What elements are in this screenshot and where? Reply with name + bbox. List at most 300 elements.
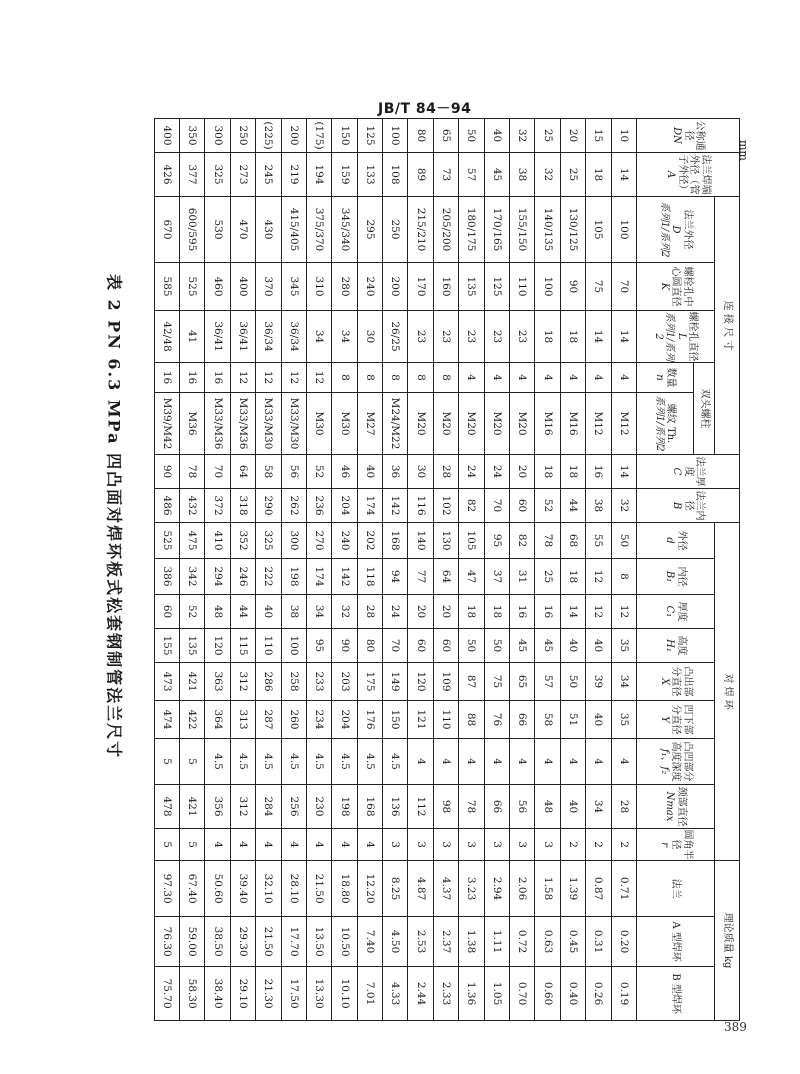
group-header-mass: 理论质量 kg [715, 861, 740, 1021]
col-header-l: 螺栓孔直径 L 系列1/系列2 [637, 311, 715, 363]
table-cell: 8 [332, 363, 357, 393]
table-cell: 58 [256, 455, 281, 489]
table-cell: 20 [433, 595, 458, 629]
table-cell: 51 [560, 701, 585, 739]
table-cell: 105 [459, 523, 484, 559]
table-header [637, 119, 740, 1021]
table-cell: 38 [281, 595, 306, 629]
table-cell: 45 [535, 629, 560, 663]
table-row [383, 119, 408, 1021]
table-cell: 4 [535, 739, 560, 785]
table-cell: 486 [154, 489, 179, 523]
table-cell: 48 [535, 785, 560, 829]
table-cell: 10.50 [332, 917, 357, 967]
table-cell: 312 [230, 663, 255, 701]
table-cell: 525 [179, 263, 204, 311]
table-cell: 200 [281, 119, 306, 153]
group-header-connection: 连 接 尺 寸 [715, 197, 740, 455]
table-cell: 470 [230, 197, 255, 263]
table-cell: M16 [535, 393, 560, 455]
table-cell: 155 [154, 629, 179, 663]
table-cell: 37 [484, 559, 509, 595]
table-cell: 3 [510, 829, 535, 861]
table-cell: 52 [535, 489, 560, 523]
table-cell: 5 [179, 829, 204, 861]
table-cell: M33/M30 [281, 393, 306, 455]
table-cell: 16 [586, 455, 611, 489]
table-cell: 21.50 [306, 861, 331, 917]
table-cell: (175) [306, 119, 331, 153]
table-cell: 345 [281, 263, 306, 311]
table-cell: 300 [205, 119, 230, 153]
table-cell: 478 [154, 785, 179, 829]
table-cell: 342 [179, 559, 204, 595]
table-cell: 125 [357, 119, 382, 153]
table-cell: 28.10 [281, 861, 306, 917]
table-row [560, 119, 585, 1021]
table-cell: 422 [179, 701, 204, 739]
page-number: 389 [724, 1020, 747, 1034]
table-cell: 67.40 [179, 861, 204, 917]
table-cell: 57 [459, 153, 484, 197]
table-cell: 364 [205, 701, 230, 739]
table-cell: 1.36 [459, 967, 484, 1021]
table-cell: 155/150 [510, 197, 535, 263]
table-cell: 140/135 [535, 197, 560, 263]
table-cell: 5 [179, 739, 204, 785]
table-cell: 18 [560, 311, 585, 363]
table-cell: 4 [586, 739, 611, 785]
table-cell: 2.06 [510, 861, 535, 917]
table-cell: 28 [357, 595, 382, 629]
table-cell: 4 [510, 739, 535, 785]
table-cell: 0.19 [611, 967, 636, 1021]
table-cell: 3 [535, 829, 560, 861]
table-cell: 204 [332, 701, 357, 739]
table-cell: 45 [510, 629, 535, 663]
table-cell: 17.70 [281, 917, 306, 967]
table-cell: (225) [256, 119, 281, 153]
table-cell: M12 [586, 393, 611, 455]
table-cell: 108 [383, 153, 408, 197]
table-cell: M30 [332, 393, 357, 455]
table-cell: 29.10 [230, 967, 255, 1021]
col-header-dn: 公称通径 DN [637, 119, 740, 153]
table-cell: 100 [281, 629, 306, 663]
table-cell: 4 [357, 829, 382, 861]
table-cell: 133 [357, 153, 382, 197]
table-row [611, 119, 636, 1021]
table-cell: 28 [433, 455, 458, 489]
col-header-h1: 高度 H₁ [637, 629, 715, 663]
table-cell: 3 [459, 829, 484, 861]
col-header-c1: 厚度 C₁ [637, 595, 715, 629]
table-cell: 325 [256, 523, 281, 559]
table-cell: 14 [611, 311, 636, 363]
table-cell: 77 [408, 559, 433, 595]
table-cell: 3 [383, 829, 408, 861]
table-row [205, 119, 230, 1021]
table-cell: 20 [560, 119, 585, 153]
table-cell: 76.30 [154, 917, 179, 967]
table-cell: 415/405 [281, 197, 306, 263]
table-cell: 12 [281, 363, 306, 393]
table-cell: 14 [586, 311, 611, 363]
table-cell: 8 [357, 363, 382, 393]
table-cell: 12 [586, 559, 611, 595]
table-cell: 94 [383, 559, 408, 595]
table-cell: 20 [408, 595, 433, 629]
table-cell: 95 [306, 629, 331, 663]
table-cell: 4 [306, 829, 331, 861]
table-cell: 36/41 [230, 311, 255, 363]
table-cell: 52 [179, 595, 204, 629]
table-cell: 203 [332, 663, 357, 701]
table-cell: 2.37 [433, 917, 458, 967]
table-cell: 110 [433, 701, 458, 739]
table-cell: 13.50 [306, 917, 331, 967]
table-title: 表 2 PN 6.3 MPa 四凸面对焊环板式松套钢制管法兰尺寸 [104, 273, 124, 760]
table-cell: 375/370 [306, 197, 331, 263]
table-cell: 4 [459, 363, 484, 393]
table-cell: 4.5 [230, 739, 255, 785]
table-cell: 14 [611, 153, 636, 197]
table-cell: 125 [484, 263, 509, 311]
table-cell: 12 [306, 363, 331, 393]
table-cell: 40 [560, 629, 585, 663]
table-cell: 294 [205, 559, 230, 595]
table-cell: 88 [459, 701, 484, 739]
table-cell: 35 [611, 701, 636, 739]
table-cell: 168 [357, 785, 382, 829]
table-cell: 136 [383, 785, 408, 829]
table-cell: 4 [230, 829, 255, 861]
col-header-c: 法兰厚度 C [637, 455, 740, 489]
table-cell: 40 [586, 701, 611, 739]
table-cell: 39.40 [230, 861, 255, 917]
table-cell: 2 [560, 829, 585, 861]
table-cell: 4.87 [408, 861, 433, 917]
table-cell: 130/125 [560, 197, 585, 263]
group-header-weld-ring: 对 焊 环 [715, 523, 740, 861]
table-cell: 82 [510, 523, 535, 559]
table-cell: 121 [408, 701, 433, 739]
table-cell: 36/41 [205, 311, 230, 363]
table-cell: 426 [154, 153, 179, 197]
table-cell: 28 [611, 785, 636, 829]
table-cell: 102 [433, 489, 458, 523]
table-cell: 525 [154, 523, 179, 559]
table-cell: 21.30 [256, 967, 281, 1021]
table-cell: 1.58 [535, 861, 560, 917]
table-cell: 4.5 [256, 739, 281, 785]
table-cell: 222 [256, 559, 281, 595]
table-cell: 0.40 [560, 967, 585, 1021]
table-cell: 176 [357, 701, 382, 739]
table-cell: 2.44 [408, 967, 433, 1021]
table-cell: 70 [205, 455, 230, 489]
table-cell: 233 [306, 663, 331, 701]
table-cell: 34 [586, 785, 611, 829]
table-cell: 34 [306, 595, 331, 629]
table-cell: 50 [611, 523, 636, 559]
table-cell: 200 [383, 263, 408, 311]
col-header-b: 法兰内径 B [637, 489, 740, 523]
table-cell: 40 [560, 785, 585, 829]
table-cell: 110 [256, 629, 281, 663]
table-cell: 95 [484, 523, 509, 559]
table-cell: 18 [560, 455, 585, 489]
table-cell: 8 [433, 363, 458, 393]
table-cell: 25 [535, 119, 560, 153]
table-cell: 40 [484, 119, 509, 153]
table-cell: 13.30 [306, 967, 331, 1021]
table-cell: 100 [383, 119, 408, 153]
table-cell: 4.5 [383, 739, 408, 785]
table-row [179, 119, 204, 1021]
table-cell: 295 [357, 197, 382, 263]
table-cell: 36 [383, 455, 408, 489]
table-cell: 0.20 [611, 917, 636, 967]
table-cell: 98 [433, 785, 458, 829]
table-cell: 87 [459, 663, 484, 701]
col-header-y: 凹下部分直径 Y [637, 701, 715, 739]
table-cell: 1.38 [459, 917, 484, 967]
table-cell: M33/M30 [256, 393, 281, 455]
table-cell: 421 [179, 663, 204, 701]
table-cell: 60 [408, 629, 433, 663]
table-cell: 4.33 [383, 967, 408, 1021]
table-cell: 585 [154, 263, 179, 311]
table-cell: 66 [484, 785, 509, 829]
table-cell: 90 [560, 263, 585, 311]
table-row [154, 119, 179, 1021]
table-cell: 80 [357, 629, 382, 663]
table-cell: 1.11 [484, 917, 509, 967]
table-cell: 4 [586, 363, 611, 393]
table-cell: M24/M22 [383, 393, 408, 455]
table-cell: 23 [484, 311, 509, 363]
table-cell: 4 [459, 739, 484, 785]
table-cell: 75.70 [154, 967, 179, 1021]
table-cell: 38.50 [205, 917, 230, 967]
table-row [408, 119, 433, 1021]
table-cell: 18 [560, 559, 585, 595]
table-cell: 4.5 [205, 739, 230, 785]
table-cell: 4 [560, 363, 585, 393]
table-cell: 89 [408, 153, 433, 197]
table-cell: 16 [205, 363, 230, 393]
table-cell: 116 [408, 489, 433, 523]
table-cell: 312 [230, 785, 255, 829]
table-cell: 3 [484, 829, 509, 861]
table-cell: 16 [154, 363, 179, 393]
table-cell: 473 [154, 663, 179, 701]
table-cell: 400 [154, 119, 179, 153]
table-cell: 16 [510, 595, 535, 629]
table-cell: 421 [179, 785, 204, 829]
col-header-n: 数量 n [637, 363, 694, 393]
table-cell: 25 [560, 153, 585, 197]
table-cell: 23 [510, 311, 535, 363]
table-cell: M20 [459, 393, 484, 455]
table-cell: 236 [306, 489, 331, 523]
table-cell: 318 [230, 489, 255, 523]
col-header-nmax: 颈部直径 Nmax [637, 785, 715, 829]
table-cell: 8 [408, 363, 433, 393]
table-cell: 80 [408, 119, 433, 153]
table-cell: 3 [433, 829, 458, 861]
table-cell: 56 [281, 455, 306, 489]
standard-code: JB/T 84－94 [378, 101, 472, 117]
table-cell: 4 [611, 363, 636, 393]
table-cell: 345/340 [332, 197, 357, 263]
table-cell: 198 [332, 785, 357, 829]
table-cell: 24 [459, 455, 484, 489]
table-body [154, 119, 636, 1021]
table-cell: 4.37 [433, 861, 458, 917]
table-cell: 39 [586, 663, 611, 701]
table-cell: 234 [306, 701, 331, 739]
col-header-f: 凸凹部分高度深度 f₁、f₂ [637, 739, 715, 785]
table-cell: 90 [332, 629, 357, 663]
col-header-wd: 外径 d [637, 523, 715, 559]
table-cell: 18 [535, 455, 560, 489]
table-cell: 3 [408, 829, 433, 861]
table-cell: 4.5 [281, 739, 306, 785]
table-cell: 7.40 [357, 917, 382, 967]
table-cell: M33/M36 [230, 393, 255, 455]
table-cell: M16 [560, 393, 585, 455]
table-cell: 300 [281, 523, 306, 559]
table-cell: 174 [357, 489, 382, 523]
table-cell: 29.30 [230, 917, 255, 967]
table-row [484, 119, 509, 1021]
table-cell: 4 [611, 739, 636, 785]
table-cell: 40 [256, 595, 281, 629]
table-cell: 1.05 [484, 967, 509, 1021]
table-cell: 530 [205, 197, 230, 263]
table-row [510, 119, 535, 1021]
table-cell: 38.40 [205, 967, 230, 1021]
table-cell: 100 [535, 263, 560, 311]
table-cell: 135 [459, 263, 484, 311]
table-cell: 12 [611, 595, 636, 629]
table-cell: 59.00 [179, 917, 204, 967]
table-row [535, 119, 560, 1021]
table-cell: 270 [306, 523, 331, 559]
table-cell: 142 [332, 559, 357, 595]
col-header-mass-flange: 法兰 [637, 861, 715, 917]
table-cell: 90 [154, 455, 179, 489]
table-cell: 2 [586, 829, 611, 861]
table-cell: 12 [256, 363, 281, 393]
table-cell: 377 [179, 153, 204, 197]
table-cell: 50 [484, 629, 509, 663]
table-cell: 356 [205, 785, 230, 829]
table-cell: 310 [306, 263, 331, 311]
table-cell: 35 [611, 629, 636, 663]
table-cell: M20 [510, 393, 535, 455]
table-cell: 20 [510, 455, 535, 489]
table-cell: 14 [611, 455, 636, 489]
table-row [306, 119, 331, 1021]
table-cell: 58 [535, 701, 560, 739]
table-row [256, 119, 281, 1021]
table-cell: 198 [281, 559, 306, 595]
table-cell: 430 [256, 197, 281, 263]
table-cell: 66 [510, 701, 535, 739]
table-cell: 313 [230, 701, 255, 739]
table-cell: 18 [586, 153, 611, 197]
table-row [281, 119, 306, 1021]
table-cell: 194 [306, 153, 331, 197]
table-cell: 55 [586, 523, 611, 559]
table-cell: 240 [357, 263, 382, 311]
table-cell: 64 [230, 455, 255, 489]
table-cell: 112 [408, 785, 433, 829]
table-cell: 48 [205, 595, 230, 629]
table-cell: 65 [433, 119, 458, 153]
table-cell: 230 [306, 785, 331, 829]
table-cell: 50 [459, 119, 484, 153]
table-cell: 60 [510, 489, 535, 523]
table-cell: 140 [408, 523, 433, 559]
table-cell: 363 [205, 663, 230, 701]
table-cell: 350 [179, 119, 204, 153]
table-cell: 386 [154, 559, 179, 595]
table-cell: 23 [408, 311, 433, 363]
table-cell: 120 [205, 629, 230, 663]
table-cell: 287 [256, 701, 281, 739]
table-cell: 130 [433, 523, 458, 559]
table-cell: 4.50 [383, 917, 408, 967]
table-cell: 50 [459, 629, 484, 663]
table-cell: 8.25 [383, 861, 408, 917]
table-cell: 4 [408, 739, 433, 785]
table-cell: 24 [383, 595, 408, 629]
table-cell: 76 [484, 701, 509, 739]
col-header-r: 圆角半径 r [637, 829, 715, 861]
table-cell: 75 [484, 663, 509, 701]
col-header-x: 凸出部分直径 X [637, 663, 715, 701]
table-cell: 245 [256, 153, 281, 197]
table-cell: 10.10 [332, 967, 357, 1021]
group-header-stud: 双头螺柱 [694, 363, 715, 455]
table-cell: 18 [484, 595, 509, 629]
table-cell: 70 [611, 263, 636, 311]
table-cell: 4 [205, 829, 230, 861]
table-cell: 2.33 [433, 967, 458, 1021]
table-cell: 5 [154, 829, 179, 861]
table-cell: 174 [306, 559, 331, 595]
table-cell: 0.72 [510, 917, 535, 967]
table-cell: 170 [408, 263, 433, 311]
table-cell: 4 [484, 363, 509, 393]
table-cell: 64 [433, 559, 458, 595]
table-cell: M30 [306, 393, 331, 455]
table-cell: 23 [433, 311, 458, 363]
table-cell: 40 [586, 629, 611, 663]
table-cell: 135 [179, 629, 204, 663]
table-cell: 180/175 [459, 197, 484, 263]
table-cell: 4 [560, 739, 585, 785]
table-row [357, 119, 382, 1021]
table-cell: 40 [357, 455, 382, 489]
table-cell: 8 [383, 363, 408, 393]
table-cell: 262 [281, 489, 306, 523]
table-cell: 0.60 [535, 967, 560, 1021]
